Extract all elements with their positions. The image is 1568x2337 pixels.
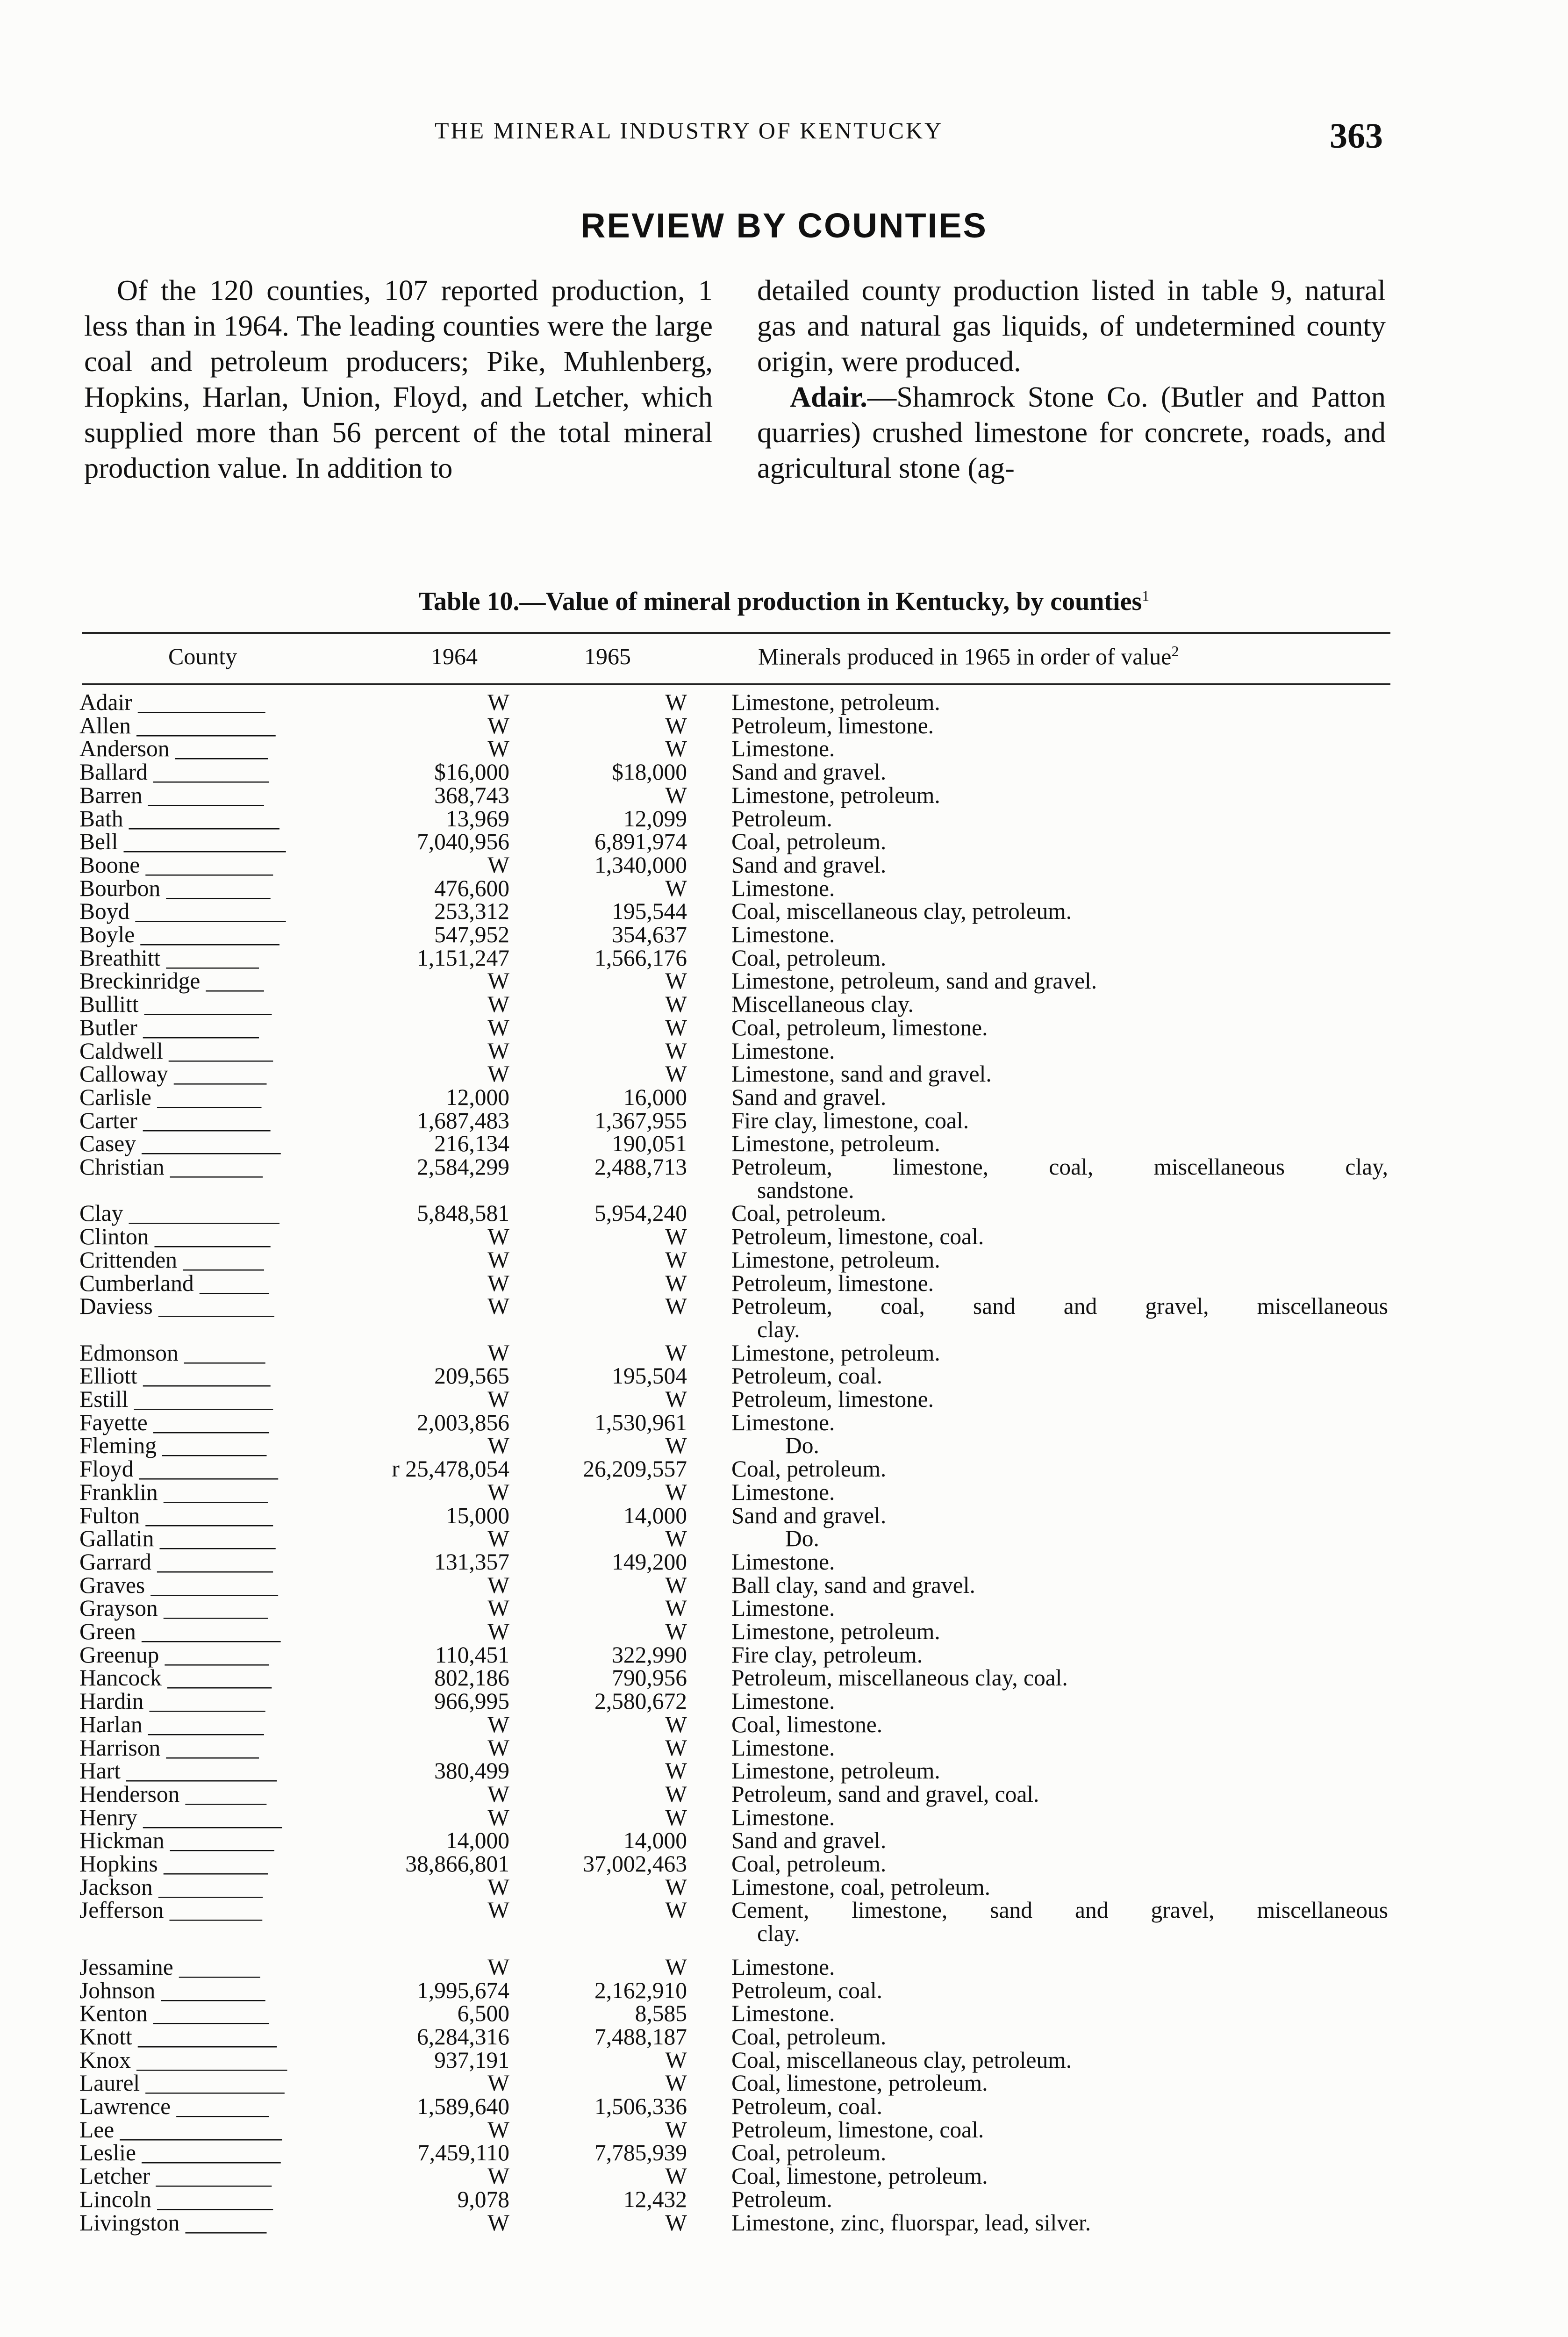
minerals-produced: Coal, petroleum. bbox=[731, 2140, 887, 2166]
value-1964: 15,000 bbox=[445, 1502, 509, 1528]
minerals-produced: Coal, miscellaneous clay, petroleum. bbox=[731, 898, 1072, 925]
page-number: 363 bbox=[1330, 116, 1383, 156]
county-name: Hart _____________ bbox=[79, 1758, 277, 1784]
minerals-produced: Limestone, petroleum. bbox=[731, 1247, 940, 1273]
value-1964: W bbox=[487, 2070, 509, 2096]
value-1964: W bbox=[487, 1479, 509, 1505]
county-name: Crittenden _______ bbox=[79, 1247, 264, 1273]
value-1965: 195,504 bbox=[612, 1363, 687, 1389]
county-name: Letcher __________ bbox=[79, 2163, 272, 2189]
value-1964: W bbox=[487, 991, 509, 1018]
value-1964: 2,003,856 bbox=[417, 1409, 509, 1435]
county-name: Livingston _______ bbox=[79, 2209, 267, 2236]
value-1965: W bbox=[665, 1711, 687, 1737]
minerals-produced: Cement, limestone, sand and gravel, miscellaneous bbox=[731, 1897, 1388, 1923]
value-1964: 131,357 bbox=[434, 1548, 509, 1575]
minerals-produced: Limestone. bbox=[731, 1735, 835, 1761]
value-1964: W bbox=[487, 1386, 509, 1412]
county-name: Ballard __________ bbox=[79, 759, 269, 785]
county-name: Caldwell _________ bbox=[79, 1038, 273, 1064]
county-name: Clinton __________ bbox=[79, 1224, 271, 1250]
county-name: Allen ____________ bbox=[79, 712, 276, 738]
value-1965: W bbox=[665, 2047, 687, 2073]
minerals-produced: Limestone, petroleum. bbox=[731, 782, 940, 808]
value-1964: W bbox=[487, 1735, 509, 1761]
table-header-rule bbox=[82, 683, 1390, 685]
minerals-produced: Petroleum, limestone, coal, miscellaneous clay, bbox=[731, 1154, 1388, 1180]
value-1964: 216,134 bbox=[434, 1131, 509, 1157]
value-1964: 12,000 bbox=[445, 1084, 509, 1110]
county-name: Boyd _____________ bbox=[79, 898, 286, 925]
county-name: Greenup _________ bbox=[79, 1642, 269, 1668]
county-name: Laurel ____________ bbox=[79, 2070, 285, 2096]
value-1964: W bbox=[487, 1595, 509, 1621]
value-1965: $18,000 bbox=[612, 759, 687, 785]
minerals-produced: Do. bbox=[785, 1526, 819, 1552]
county-name: Johnson _________ bbox=[79, 1977, 265, 2003]
minerals-produced: Petroleum, limestone. bbox=[731, 1270, 934, 1296]
value-1965: W bbox=[665, 2163, 687, 2189]
county-name: Clay _____________ bbox=[79, 1200, 279, 1226]
value-1965: W bbox=[665, 1293, 687, 1319]
value-1964: 1,151,247 bbox=[417, 945, 509, 971]
value-1965: 1,506,336 bbox=[594, 2093, 687, 2119]
value-1965: W bbox=[665, 1061, 687, 1087]
value-1964: 380,499 bbox=[434, 1758, 509, 1784]
minerals-produced: Limestone, zinc, fluorspar, lead, silver. bbox=[731, 2209, 1091, 2236]
minerals-produced: Limestone. bbox=[731, 1954, 835, 1980]
county-name: Breckinridge _____ bbox=[79, 968, 264, 994]
value-1965: W bbox=[665, 1897, 687, 1923]
value-1964: 1,589,640 bbox=[417, 2093, 509, 2119]
county-name: Elliott ___________ bbox=[79, 1363, 271, 1389]
value-1964: 1,687,483 bbox=[417, 1107, 509, 1133]
value-1965: W bbox=[665, 968, 687, 994]
value-1964: W bbox=[487, 2116, 509, 2143]
value-1965: 1,566,176 bbox=[594, 945, 687, 971]
minerals-produced: Miscellaneous clay. bbox=[731, 991, 914, 1018]
value-1964: 7,459,110 bbox=[417, 2140, 509, 2166]
county-name: Estill ____________ bbox=[79, 1386, 273, 1412]
county-name: Harlan __________ bbox=[79, 1711, 264, 1737]
value-1965: W bbox=[665, 1619, 687, 1644]
value-1964: 209,565 bbox=[434, 1363, 509, 1389]
minerals-produced: Coal, petroleum. bbox=[731, 1200, 887, 1226]
minerals-produced: Limestone. bbox=[731, 1548, 835, 1575]
minerals-produced: Sand and gravel. bbox=[731, 1502, 887, 1528]
minerals-produced: Coal, miscellaneous clay, petroleum. bbox=[731, 2047, 1072, 2073]
value-1964: W bbox=[487, 1781, 509, 1807]
county-name: Carter ___________ bbox=[79, 1107, 271, 1133]
table-title-text: Table 10.—Value of mineral production in Kentucky, by counties bbox=[418, 587, 1142, 616]
minerals-produced: Petroleum, coal, sand and gravel, miscellaneous bbox=[731, 1293, 1388, 1319]
value-1964: 802,186 bbox=[434, 1665, 509, 1691]
county-name: Graves ___________ bbox=[79, 1572, 278, 1598]
minerals-produced: Sand and gravel. bbox=[731, 852, 887, 878]
county-name: Jefferson ________ bbox=[79, 1897, 262, 1923]
value-1964: W bbox=[487, 1270, 509, 1296]
county-name: Hickman _________ bbox=[79, 1828, 274, 1854]
value-1964: W bbox=[487, 1711, 509, 1737]
county-name: Green ____________ bbox=[79, 1619, 281, 1644]
value-1964: 253,312 bbox=[434, 898, 509, 925]
value-1965: 190,051 bbox=[612, 1131, 687, 1157]
value-1964: 966,995 bbox=[434, 1688, 509, 1714]
value-1965: 6,891,974 bbox=[594, 829, 687, 855]
minerals-produced-continued: sandstone. bbox=[757, 1177, 854, 1203]
minerals-produced: Limestone, petroleum. bbox=[731, 1131, 940, 1157]
minerals-produced: Limestone, sand and gravel. bbox=[731, 1061, 992, 1087]
value-1964: 6,500 bbox=[457, 2000, 509, 2027]
county-name: Hopkins _________ bbox=[79, 1851, 268, 1877]
value-1965: 2,488,713 bbox=[594, 1154, 687, 1180]
value-1964: 38,866,801 bbox=[405, 1851, 509, 1877]
county-name: Franklin _________ bbox=[79, 1479, 268, 1505]
minerals-produced: Limestone, petroleum. bbox=[731, 689, 940, 715]
value-1965: W bbox=[665, 2116, 687, 2143]
minerals-produced: Petroleum, coal. bbox=[731, 1363, 883, 1389]
value-1965: W bbox=[665, 1572, 687, 1598]
col-head-1965: 1965 bbox=[584, 643, 631, 669]
minerals-produced: Coal, petroleum. bbox=[731, 945, 887, 971]
minerals-produced: Petroleum, sand and gravel, coal. bbox=[731, 1781, 1039, 1807]
value-1965: W bbox=[665, 1804, 687, 1830]
value-1964: 6,284,316 bbox=[417, 2023, 509, 2050]
county-name: Daviess __________ bbox=[79, 1293, 274, 1319]
minerals-produced: Ball clay, sand and gravel. bbox=[731, 1572, 975, 1598]
county-name: Christian ________ bbox=[79, 1154, 263, 1180]
county-name: Jackson _________ bbox=[79, 1874, 263, 1900]
minerals-produced: Limestone. bbox=[731, 1479, 835, 1505]
value-1964: 5,848,581 bbox=[417, 1200, 509, 1226]
value-1965: W bbox=[665, 736, 687, 762]
county-name: Lincoln __________ bbox=[79, 2186, 273, 2212]
value-1964: 9,078 bbox=[457, 2186, 509, 2212]
value-1965: W bbox=[665, 1758, 687, 1784]
value-1965: 149,200 bbox=[612, 1548, 687, 1575]
value-1964: W bbox=[487, 1340, 509, 1366]
minerals-produced: Petroleum, limestone, coal. bbox=[731, 2116, 984, 2143]
value-1965: 12,099 bbox=[623, 805, 687, 832]
value-1965: 1,530,961 bbox=[594, 1409, 687, 1435]
value-1965: 354,637 bbox=[612, 922, 687, 947]
value-1964: W bbox=[487, 852, 509, 878]
value-1964: $16,000 bbox=[434, 759, 509, 785]
county-name: Anderson ________ bbox=[79, 736, 268, 762]
value-1965: 2,580,672 bbox=[594, 1688, 687, 1714]
county-name: Bath _____________ bbox=[79, 805, 279, 832]
county-name: Harrison ________ bbox=[79, 1735, 259, 1761]
intro-right-paragraph: detailed county production listed in table 9, natural gas and natural gas liquids, of undetermined county origin, were produced. bbox=[757, 274, 1386, 378]
value-1965: W bbox=[665, 782, 687, 808]
county-name: Carlisle _________ bbox=[79, 1084, 262, 1110]
value-1964: W bbox=[487, 2209, 509, 2236]
value-1964: W bbox=[487, 1804, 509, 1830]
value-1965: W bbox=[665, 1270, 687, 1296]
minerals-produced: Fire clay, limestone, coal. bbox=[731, 1107, 969, 1133]
minerals-produced: Coal, petroleum. bbox=[731, 829, 887, 855]
value-1964: 547,952 bbox=[434, 922, 509, 947]
county-name: Cumberland ______ bbox=[79, 1270, 269, 1296]
value-1964: W bbox=[487, 1897, 509, 1923]
value-1964: 14,000 bbox=[445, 1828, 509, 1854]
minerals-produced: Petroleum. bbox=[731, 805, 832, 832]
minerals-produced: Limestone. bbox=[731, 1595, 835, 1621]
value-1965: W bbox=[665, 1224, 687, 1250]
value-1964: 368,743 bbox=[434, 782, 509, 808]
value-1965: W bbox=[665, 1781, 687, 1807]
minerals-produced: Sand and gravel. bbox=[731, 1084, 887, 1110]
table-top-rule bbox=[82, 632, 1390, 634]
col-head-1964: 1964 bbox=[431, 643, 478, 669]
minerals-produced: Limestone. bbox=[731, 922, 835, 947]
county-name: Barren __________ bbox=[79, 782, 264, 808]
value-1965: 7,785,939 bbox=[594, 2140, 687, 2166]
minerals-produced: Petroleum, limestone. bbox=[731, 712, 934, 738]
value-1965: 790,956 bbox=[612, 1665, 687, 1691]
value-1964: 110,451 bbox=[435, 1642, 509, 1668]
county-name: Casey ____________ bbox=[79, 1131, 281, 1157]
value-1964: W bbox=[487, 1038, 509, 1064]
value-1965: 2,162,910 bbox=[594, 1977, 687, 2003]
minerals-produced: Coal, petroleum, limestone. bbox=[731, 1014, 988, 1040]
value-1964: 476,600 bbox=[434, 875, 509, 901]
minerals-produced: Limestone, petroleum, sand and gravel. bbox=[731, 968, 1097, 994]
value-1965: 195,544 bbox=[612, 898, 687, 925]
county-name: Jessamine _______ bbox=[79, 1954, 260, 1980]
value-1964: 1,995,674 bbox=[417, 1977, 509, 2003]
section-title: REVIEW BY COUNTIES bbox=[580, 206, 988, 245]
county-name: Boone ___________ bbox=[79, 852, 273, 878]
minerals-produced: Coal, petroleum. bbox=[731, 1851, 887, 1877]
county-name: Fayette __________ bbox=[79, 1409, 269, 1435]
county-name: Edmonson _______ bbox=[79, 1340, 265, 1366]
minerals-produced: Coal, limestone. bbox=[731, 1711, 883, 1737]
county-name: Gallatin __________ bbox=[79, 1526, 276, 1552]
value-1965: W bbox=[665, 875, 687, 901]
value-1964: 13,969 bbox=[445, 805, 509, 832]
value-1964: W bbox=[487, 1014, 509, 1040]
minerals-produced: Limestone. bbox=[731, 2000, 835, 2027]
county-name: Hardin __________ bbox=[79, 1688, 265, 1714]
value-1965: W bbox=[665, 1874, 687, 1900]
minerals-produced: Petroleum, limestone, coal. bbox=[731, 1224, 984, 1250]
county-name: Knox _____________ bbox=[79, 2047, 287, 2073]
value-1965: W bbox=[665, 1479, 687, 1505]
value-1964: 2,584,299 bbox=[417, 1154, 509, 1180]
minerals-produced: Limestone, petroleum. bbox=[731, 1340, 940, 1366]
value-1965: W bbox=[665, 689, 687, 715]
intro-left-paragraph: Of the 120 counties, 107 reported production, 1 less than in 1964. The leading counties were the large coal and petroleum producers; Pike, Muhlenberg, Hopkins, Harlan, Union, Floyd, and Letcher, which supplied more than 56 percent of the total mineral production value. In addition to bbox=[84, 274, 713, 484]
minerals-produced-continued: clay. bbox=[757, 1921, 800, 1947]
value-1964: W bbox=[487, 1247, 509, 1273]
value-1965: 5,954,240 bbox=[594, 1200, 687, 1226]
value-1965: W bbox=[665, 1595, 687, 1621]
county-name: Boyle ____________ bbox=[79, 922, 279, 947]
minerals-produced: Limestone. bbox=[731, 875, 835, 901]
county-name: Floyd ____________ bbox=[79, 1456, 278, 1482]
county-name: Henry ____________ bbox=[79, 1804, 282, 1830]
value-1964: W bbox=[487, 712, 509, 738]
value-1964: W bbox=[487, 1954, 509, 1980]
value-1965: 14,000 bbox=[623, 1828, 687, 1854]
county-name: Bell ______________ bbox=[79, 829, 286, 855]
value-1965: 322,990 bbox=[612, 1642, 687, 1668]
minerals-produced: Sand and gravel. bbox=[731, 759, 887, 785]
value-1965: 16,000 bbox=[623, 1084, 687, 1110]
county-name: Bourbon _________ bbox=[79, 875, 271, 901]
county-name: Calloway ________ bbox=[79, 1061, 267, 1087]
value-1964: W bbox=[487, 689, 509, 715]
value-1965: 1,367,955 bbox=[594, 1107, 687, 1133]
table-body bbox=[0, 691, 1568, 2327]
col-head-county: County bbox=[168, 643, 237, 669]
county-name: Butler __________ bbox=[79, 1014, 259, 1040]
county-name: Breathitt ________ bbox=[79, 945, 259, 971]
county-name: Bullitt ___________ bbox=[79, 991, 272, 1018]
minerals-produced: Coal, limestone, petroleum. bbox=[731, 2070, 988, 2096]
value-1964: W bbox=[487, 1572, 509, 1598]
value-1965: 12,432 bbox=[623, 2186, 687, 2212]
value-1964: W bbox=[487, 1526, 509, 1552]
minerals-produced: Coal, limestone, petroleum. bbox=[731, 2163, 988, 2189]
minerals-produced: Limestone. bbox=[731, 1688, 835, 1714]
value-1965: 1,340,000 bbox=[594, 852, 687, 878]
minerals-produced: Fire clay, petroleum. bbox=[731, 1642, 923, 1668]
value-1965: W bbox=[665, 1340, 687, 1366]
minerals-produced: Limestone. bbox=[731, 1038, 835, 1064]
running-head: THE MINERAL INDUSTRY OF KENTUCKY bbox=[435, 117, 944, 143]
table-title bbox=[0, 587, 1568, 617]
value-1965: 14,000 bbox=[623, 1502, 687, 1528]
value-1964: W bbox=[487, 1433, 509, 1459]
minerals-produced: Petroleum, coal. bbox=[731, 1977, 883, 2003]
value-1965: W bbox=[665, 712, 687, 738]
minerals-produced: Do. bbox=[785, 1433, 819, 1459]
county-name: Kenton __________ bbox=[79, 2000, 269, 2027]
minerals-produced-continued: clay. bbox=[757, 1316, 800, 1342]
minerals-produced: Limestone, petroleum. bbox=[731, 1758, 940, 1784]
value-1964: 7,040,956 bbox=[417, 829, 509, 855]
minerals-produced: Limestone, petroleum. bbox=[731, 1619, 940, 1644]
value-1964: W bbox=[487, 1061, 509, 1087]
minerals-produced: Petroleum, limestone. bbox=[731, 1386, 934, 1412]
county-name: Knott ____________ bbox=[79, 2023, 277, 2050]
value-1965: W bbox=[665, 1247, 687, 1273]
value-1965: W bbox=[665, 1038, 687, 1064]
value-1965: 37,002,463 bbox=[583, 1851, 687, 1877]
value-1965: W bbox=[665, 1526, 687, 1552]
value-1965: W bbox=[665, 1735, 687, 1761]
intro-right-column bbox=[757, 273, 1386, 486]
county-name: Grayson _________ bbox=[79, 1595, 268, 1621]
adair-lead: Adair. bbox=[790, 381, 867, 413]
minerals-produced: Petroleum, coal. bbox=[731, 2093, 883, 2119]
col-head-minerals-footnote: 2 bbox=[1171, 643, 1179, 660]
county-name: Adair ___________ bbox=[79, 689, 265, 715]
adair-text: —Shamrock Stone Co. (Butler and Patton quarries) crushed limestone for concrete, roads, and agricultural stone (ag- bbox=[757, 381, 1386, 484]
value-1965: W bbox=[665, 1433, 687, 1459]
county-name: Henderson _______ bbox=[79, 1781, 267, 1807]
minerals-produced: Petroleum, miscellaneous clay, coal. bbox=[731, 1665, 1068, 1691]
value-1964: W bbox=[487, 2163, 509, 2189]
value-1964: W bbox=[487, 1293, 509, 1319]
adair-paragraph bbox=[757, 380, 1386, 486]
county-name: Fulton ___________ bbox=[79, 1502, 273, 1528]
value-1965: W bbox=[665, 1386, 687, 1412]
minerals-produced: Limestone. bbox=[731, 736, 835, 762]
value-1964: W bbox=[487, 1874, 509, 1900]
minerals-produced: Limestone, coal, petroleum. bbox=[731, 1874, 990, 1900]
table-title-footnote: 1 bbox=[1142, 587, 1150, 604]
value-1964: W bbox=[487, 1224, 509, 1250]
value-1965: W bbox=[665, 991, 687, 1018]
county-name: Fleming _________ bbox=[79, 1433, 267, 1459]
col-head-minerals-text: Minerals produced in 1965 in order of value bbox=[758, 643, 1172, 670]
value-1965: 8,585 bbox=[635, 2000, 687, 2027]
value-1965: W bbox=[665, 1954, 687, 1980]
value-1964: W bbox=[487, 968, 509, 994]
value-1965: W bbox=[665, 1014, 687, 1040]
value-1964: r 25,478,054 bbox=[392, 1456, 509, 1482]
value-1965: W bbox=[665, 2209, 687, 2236]
value-1964: W bbox=[487, 1619, 509, 1644]
minerals-produced: Petroleum. bbox=[731, 2186, 832, 2212]
value-1964: W bbox=[487, 736, 509, 762]
minerals-produced: Coal, petroleum. bbox=[731, 2023, 887, 2050]
county-name: Hancock _________ bbox=[79, 1665, 272, 1691]
value-1965: 7,488,187 bbox=[594, 2023, 687, 2050]
minerals-produced: Sand and gravel. bbox=[731, 1828, 887, 1854]
value-1965: 26,209,557 bbox=[583, 1456, 687, 1482]
col-head-minerals bbox=[758, 643, 1179, 670]
county-name: Leslie ____________ bbox=[79, 2140, 281, 2166]
county-name: Garrard __________ bbox=[79, 1548, 273, 1575]
county-name: Lawrence ________ bbox=[79, 2093, 269, 2119]
value-1965: W bbox=[665, 2070, 687, 2096]
minerals-produced: Coal, petroleum. bbox=[731, 1456, 887, 1482]
minerals-produced: Limestone. bbox=[731, 1804, 835, 1830]
value-1964: 937,191 bbox=[434, 2047, 509, 2073]
minerals-produced: Limestone. bbox=[731, 1409, 835, 1435]
county-name: Lee ______________ bbox=[79, 2116, 282, 2143]
